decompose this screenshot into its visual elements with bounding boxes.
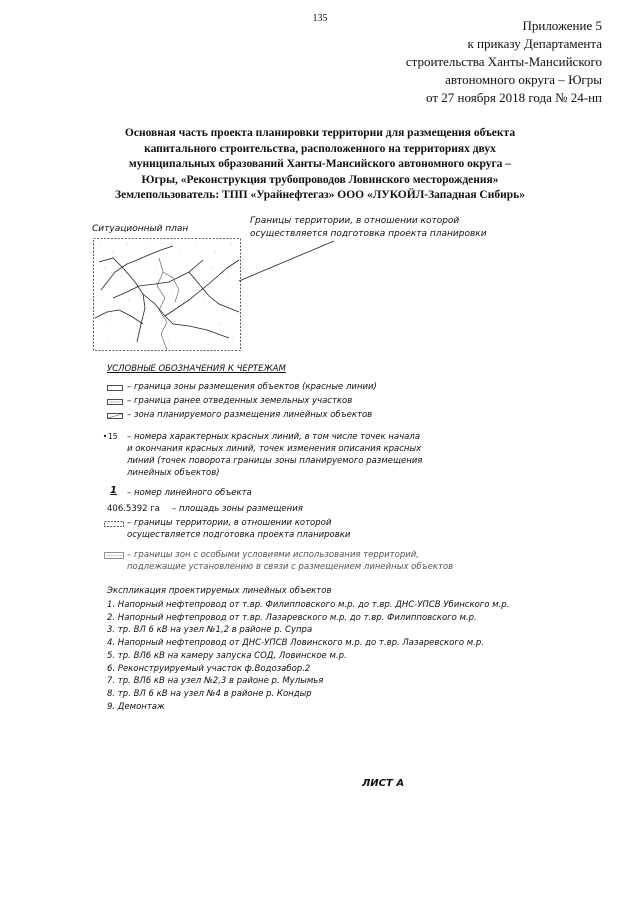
legend-special-zones [127, 549, 453, 573]
legend-line: и окончания красных линий, точек изменения описания красных [127, 444, 422, 454]
legend-marker-15: 15 [108, 432, 118, 441]
callout-text [250, 215, 487, 241]
legend-red-numbers [127, 431, 422, 479]
situation-plan-label: Ситуационный план [92, 224, 189, 234]
explication-item: 7. тр. ВЛ6 кВ на узел №2,3 в районе р. Мулымья [107, 676, 324, 687]
planned-zone-symbol [107, 413, 123, 419]
sheet-label: ЛИСТ А [362, 778, 405, 789]
legend-line: – границы зон с особыми условиями использования территорий, [127, 550, 419, 560]
legend-title: УСЛОВНЫЕ ОБОЗНАЧЕНИЯ К ЧЕРТЕЖАМ [107, 364, 286, 374]
explication-item: 3. тр. ВЛ 6 кВ на узел №1,2 в районе р. Супра [107, 625, 313, 636]
page-number: 135 [312, 13, 328, 24]
legend-line: линейных объектов) [127, 468, 220, 478]
appendix-header [302, 17, 602, 107]
legend-planned-zone: – зона планируемого размещения линейных объектов [127, 410, 373, 420]
appendix-line: строительства Ханты-Мансийского [405, 54, 602, 69]
callout-line: Границы территории, в отношении которой [250, 216, 460, 226]
legend-line: осуществляется подготовка проекта планировки [127, 530, 351, 540]
explication-item: 4. Напорный нефтепровод от ДНС-УПСВ Ловинского м.р. до т.вр. Лазаревского м.р. [107, 638, 484, 649]
appendix-line: автономного округа – Югры [445, 72, 602, 87]
title-line: капитального строительства, расположенного на территориях двух [144, 142, 496, 155]
red-line-point-dot [103, 434, 107, 438]
legend-area-text: – площадь зоны размещения [172, 504, 303, 514]
callout-line: осуществляется подготовка проекта планировки [250, 229, 487, 239]
title-line: Основная часть проекта планировки территории для размещения объекта [124, 127, 516, 139]
explication-item: 1. Напорный нефтепровод от т.вр. Филипповского м.р. до т.вр. ДНС-УПСВ Убинского м.р. [107, 600, 510, 610]
explication-item: 8. тр. ВЛ 6 кВ на узел №4 в районе р. Кондыр [107, 688, 312, 699]
legend-red-lines: – граница зоны размещения объектов (красные линии) [127, 382, 377, 392]
legend-line: подлежащие установлению в связи с размещением линейных объектов [127, 562, 454, 572]
appendix-line: к приказу Департамента [467, 36, 602, 51]
explication-item: 6. Реконструируемый участок ф.Водозабор.2 [107, 663, 311, 674]
appendix-line: Приложение 5 [522, 18, 602, 33]
legend-line: линий (точек поворота границы зоны планируемого размещения [127, 456, 423, 466]
explication-item: 2. Напорный нефтепровод от т.вр. Лазаревского м.р. до т.вр. Филипповского м.р. [107, 612, 477, 623]
legend-line: – номера характерных красных линий, в том числе точек начала [127, 432, 421, 442]
title-line: муниципальных образований Ханты-Мансийского автономного округа – [128, 158, 512, 170]
explication-title: Экспликация проектируемых линейных объектов [107, 586, 332, 596]
territory-boundary-symbol [104, 521, 124, 527]
object-number-symbol: 1 [110, 485, 117, 496]
special-zone-symbol [104, 552, 124, 559]
allotted-plots-symbol [107, 399, 123, 405]
title-line: Югры, «Реконструкция трубопроводов Ловинского месторождения» [141, 173, 499, 186]
legend-prev-allotted: – граница ранее отведенных земельных участков [127, 396, 353, 406]
explication-item: 5. тр. ВЛ6 кВ на камеру запуска СОД, Ловинское м.р. [107, 650, 347, 661]
document-title [60, 126, 580, 204]
explication-item: 9. Демонтаж [107, 701, 165, 712]
red-line-symbol [107, 385, 123, 391]
legend-line: – границы территории, в отношении которой [127, 518, 332, 528]
legend-object-number: – номер линейного объекта [127, 488, 252, 498]
legend-territory [127, 517, 350, 541]
situation-plan-map [93, 238, 241, 351]
legend-area-value: 406.5392 га [107, 504, 160, 514]
explication-list [107, 599, 509, 713]
title-line: Землепользователь: ТПП «Урайнефтегаз» ООО «ЛУКОЙЛ-Западная Сибирь» [115, 189, 525, 201]
appendix-line: от 27 ноября 2018 года № 24-нп [426, 90, 602, 105]
